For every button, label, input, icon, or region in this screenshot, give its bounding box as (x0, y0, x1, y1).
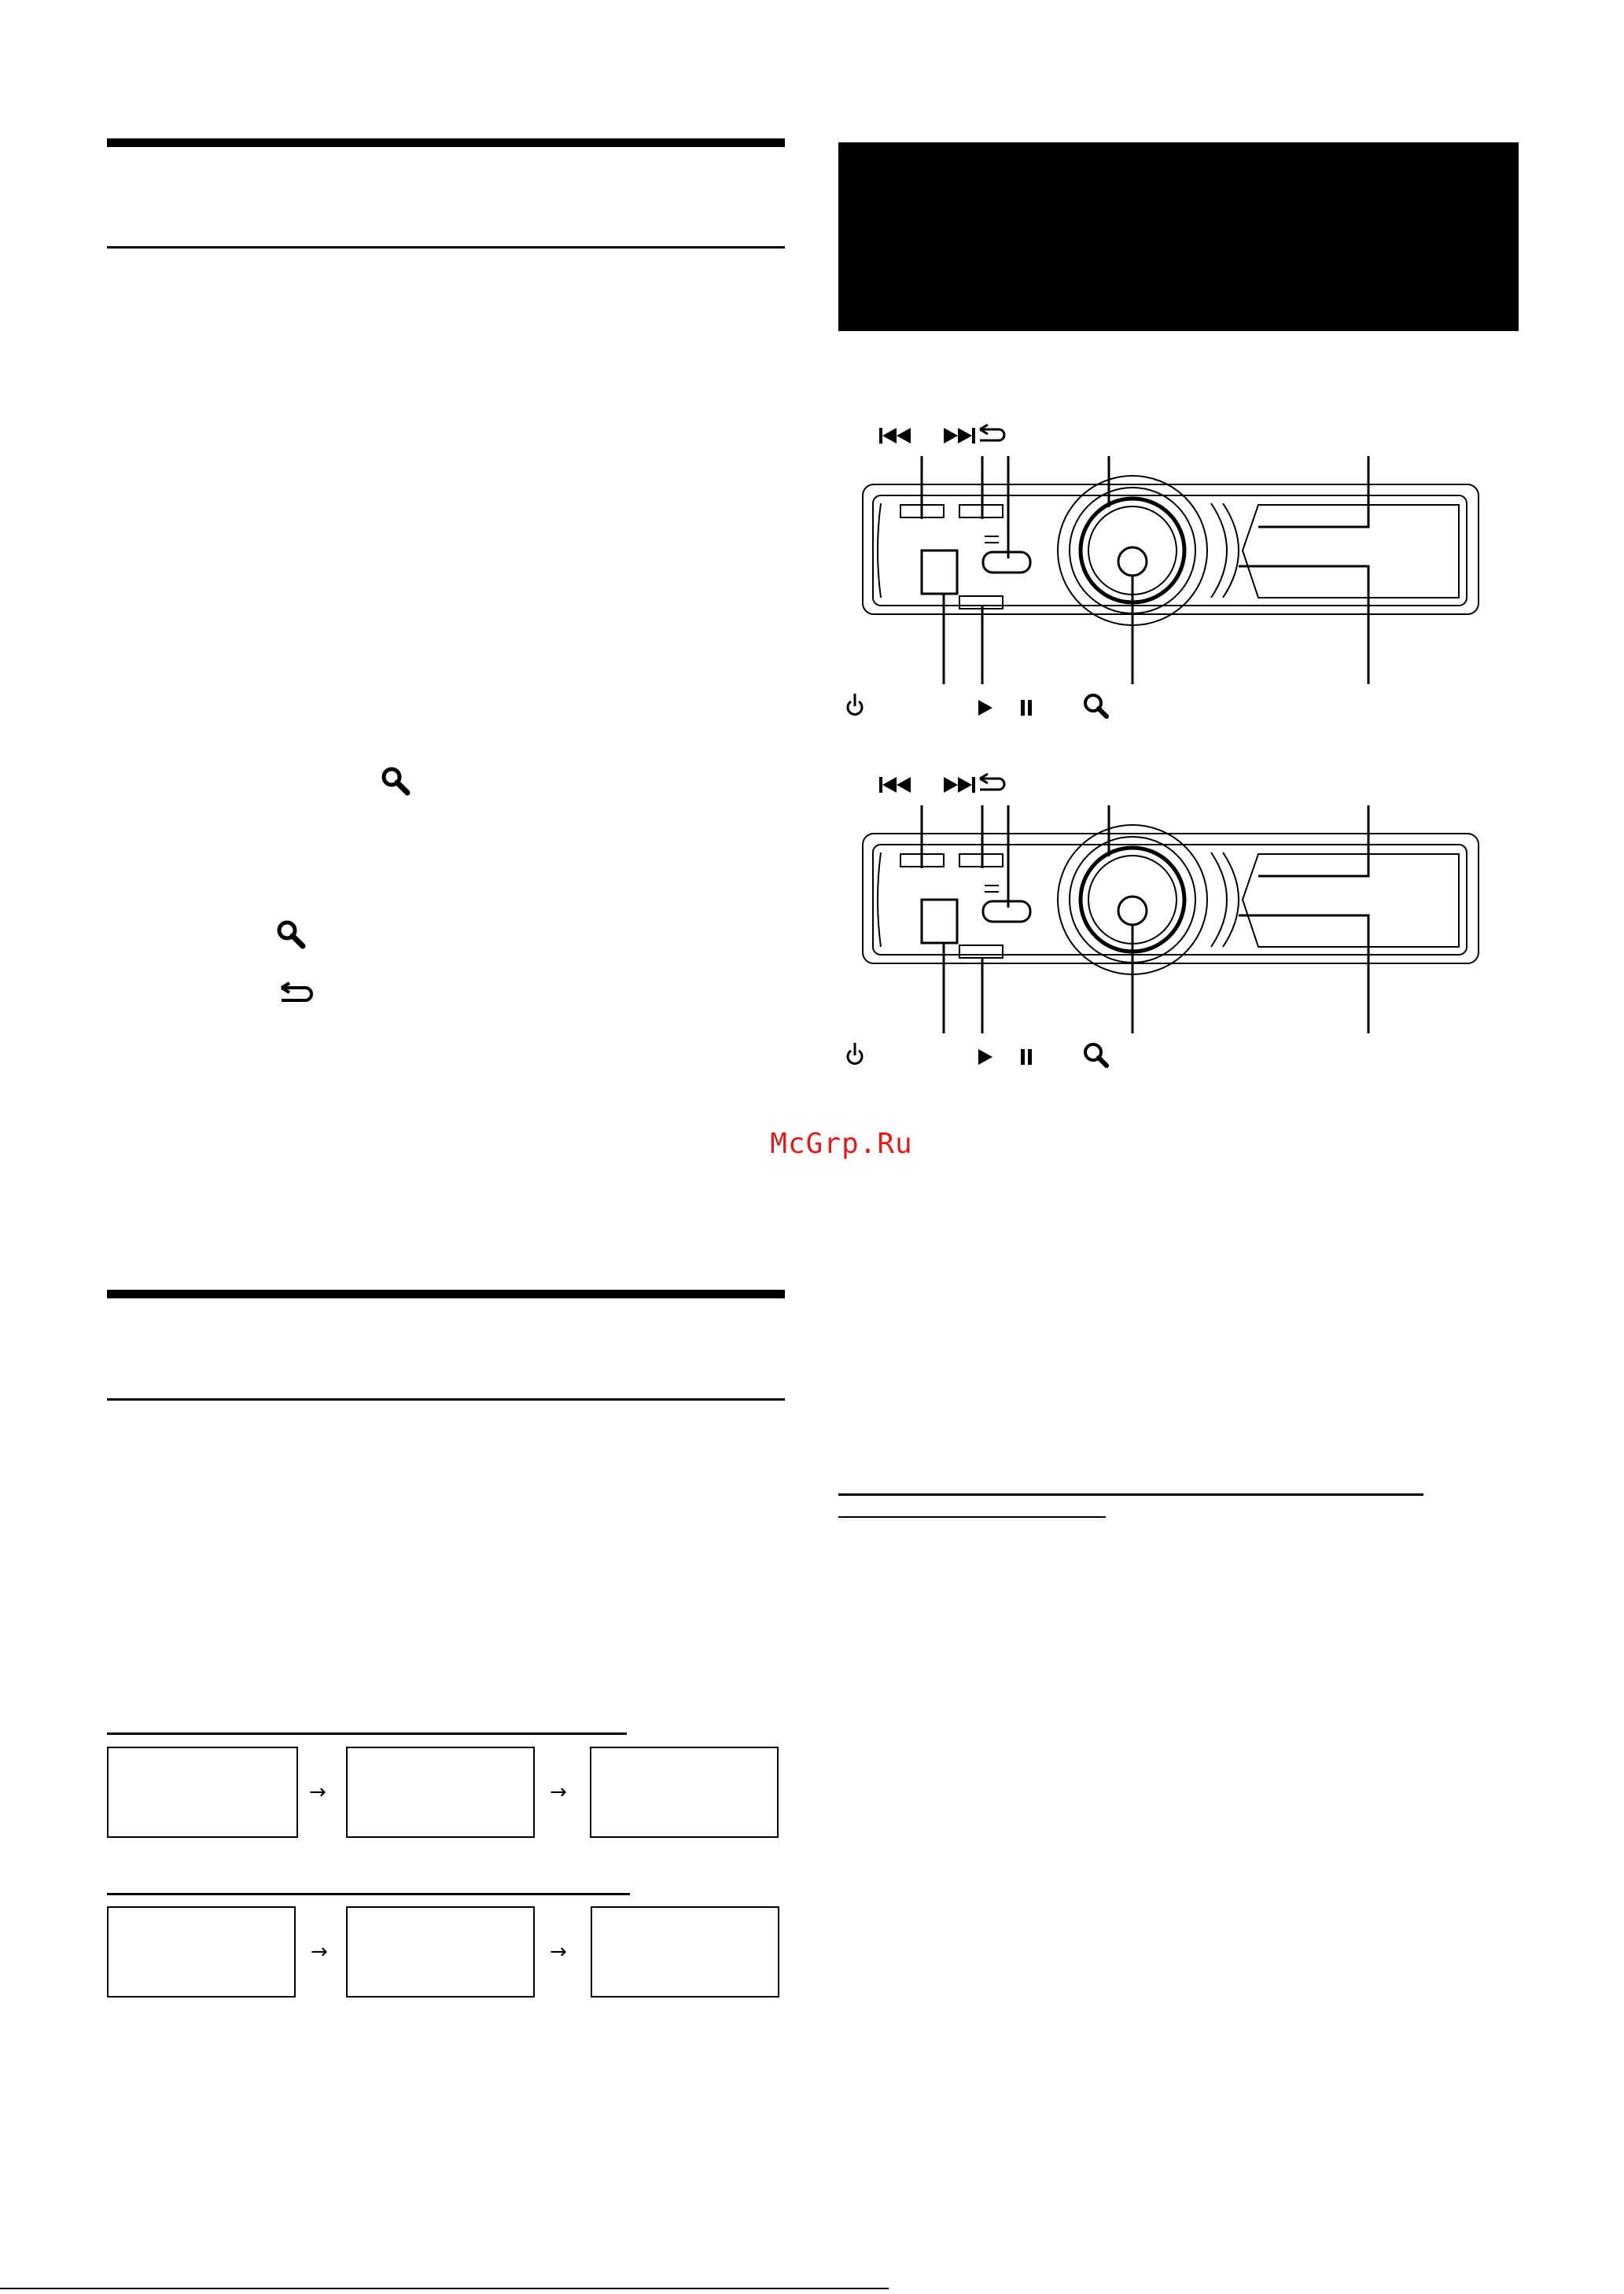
flow-box (590, 1747, 779, 1838)
skip-next-icon (944, 428, 975, 444)
power-icon (848, 1043, 862, 1063)
flow-box (591, 1906, 779, 1998)
subsection-rule-short (838, 1516, 1106, 1518)
skip-previous-icon (879, 777, 911, 793)
magnifier-icon (1085, 1044, 1107, 1066)
head-unit-diagram (834, 766, 1518, 1081)
flow-box (346, 1747, 535, 1838)
flow-box (346, 1906, 535, 1998)
skip-next-icon (944, 777, 975, 793)
magnifier-icon (1085, 695, 1107, 716)
flow-arrow: → (550, 1780, 567, 1804)
flow-arrow: → (550, 1940, 567, 1964)
play-pause-icon (978, 1049, 1032, 1065)
section-rule-top-thick (107, 138, 785, 147)
return-arrow-icon (278, 981, 315, 1007)
subsection-rule (838, 1493, 1423, 1496)
flow-arrow: → (311, 1940, 328, 1964)
flow-box (107, 1906, 296, 1998)
flow-row-2-heading-rule (107, 1893, 630, 1895)
section-rule-bottom-thin (107, 1398, 785, 1401)
watermark: McGrp.Ru (770, 1128, 913, 1160)
flow-box (107, 1747, 298, 1838)
head-unit-diagram (834, 417, 1518, 731)
flow-row-1-heading-rule (107, 1732, 627, 1735)
power-icon (848, 694, 862, 714)
section-rule-bottom-thick (107, 1290, 785, 1298)
search-icon (275, 919, 307, 950)
return-arrow-icon (980, 774, 1004, 790)
section-banner (838, 142, 1519, 331)
play-pause-icon (978, 700, 1032, 716)
return-arrow-icon (980, 425, 1004, 440)
footer-rule (0, 2288, 889, 2289)
search-icon (380, 765, 411, 797)
flow-arrow: → (309, 1780, 326, 1804)
skip-previous-icon (879, 428, 911, 444)
section-rule-top-thin (107, 246, 785, 249)
